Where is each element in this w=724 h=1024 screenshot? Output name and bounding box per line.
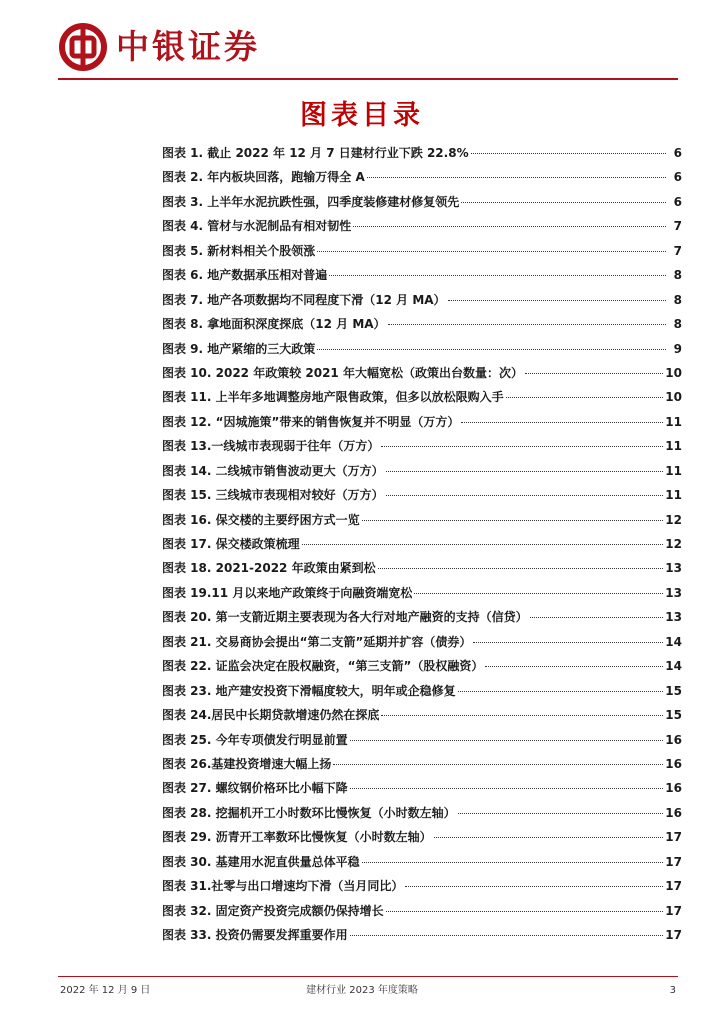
toc-entry-page-number[interactable]: 16: [665, 756, 682, 771]
toc-entry[interactable]: [162, 463, 682, 487]
toc-dot-leader: [367, 177, 666, 178]
toc-entry[interactable]: [162, 560, 682, 584]
toc-entry-page-number[interactable]: 17: [665, 928, 682, 942]
toc-dot-leader: [350, 740, 664, 741]
toc-dot-leader: [333, 764, 663, 765]
footer-report-title: 建材行业 2023 年度策略: [306, 985, 418, 996]
footer-date: 2022 年 12 月 9 日: [60, 985, 151, 996]
toc-entry-page-number[interactable]: 11: [665, 488, 682, 503]
toc-dot-leader: [461, 422, 663, 423]
toc-entry-page-number[interactable]: 14: [665, 659, 682, 674]
toc-entry[interactable]: [162, 194, 682, 218]
toc-entry[interactable]: [162, 512, 682, 536]
toc-entry[interactable]: [162, 316, 682, 340]
toc-dot-leader: [302, 544, 664, 545]
toc-entry-page-number[interactable]: 12: [665, 512, 682, 527]
toc-entry[interactable]: [162, 292, 682, 316]
toc-entry-label[interactable]: 图表 31.社零与出口增速均下滑（当月同比）: [162, 879, 404, 894]
toc-dot-leader: [461, 202, 666, 203]
toc-entry-page-number[interactable]: 13: [665, 585, 682, 600]
toc-entry-page-number[interactable]: 13: [665, 610, 682, 625]
toc-entry-page-number[interactable]: 7: [673, 243, 682, 258]
toc-entry[interactable]: [162, 585, 682, 609]
toc-entry-label[interactable]: 图表 26.基建投资增速大幅上扬: [162, 756, 332, 771]
toc-entry[interactable]: [162, 927, 682, 951]
header-divider: [58, 78, 678, 80]
toc-dot-leader: [458, 691, 664, 692]
toc-dot-leader: [506, 397, 664, 398]
toc-entry-label[interactable]: 图表 16. 保交楼的主要纾困方式一览: [162, 512, 360, 527]
toc-entry-label[interactable]: 图表 27. 螺纹钢价格环比小幅下降: [162, 781, 348, 796]
toc-entry-label[interactable]: 图表 2. 年内板块回落，跑输万得全 A: [162, 170, 365, 185]
footer-divider: [58, 976, 678, 977]
toc-entry-page-number[interactable]: 17: [665, 854, 682, 869]
toc-entry[interactable]: [162, 634, 682, 658]
toc-entry-label[interactable]: 图表 9. 地产紧缩的三大政策: [162, 341, 316, 356]
toc-entry-label[interactable]: 图表 22. 证监会决定在股权融资，“第三支箭”（股权融资）: [162, 659, 484, 674]
toc-entry-page-number[interactable]: 16: [665, 805, 682, 820]
bank-of-china-logo-icon: [58, 22, 108, 72]
toc-dot-leader: [329, 275, 666, 276]
toc-dot-leader: [381, 446, 663, 447]
toc-entry-page-number[interactable]: 9: [673, 341, 682, 356]
toc-entry[interactable]: [162, 756, 682, 780]
toc-entry[interactable]: [162, 169, 682, 193]
toc-entry-label[interactable]: 图表 24.居民中长期贷款增速仍然在探底: [162, 708, 380, 723]
toc-dot-leader: [388, 324, 666, 325]
page-header: [58, 22, 678, 74]
toc-entry-label[interactable]: 图表 8. 拿地面积深度探底（12 月 MA）: [162, 317, 386, 332]
toc-entry-label[interactable]: 图表 29. 沥青开工率数环比慢恢复（小时数左轴）: [162, 830, 432, 845]
toc-entry-page-number[interactable]: 6: [673, 194, 682, 209]
toc-entry-label[interactable]: 图表 20. 第一支箭近期主要表现为各大行对地产融资的支持（信贷）: [162, 610, 528, 625]
toc-dot-leader: [381, 715, 663, 716]
toc-entry-label[interactable]: 图表 30. 基建用水泥直供量总体平稳: [162, 854, 360, 869]
toc-entry[interactable]: [162, 854, 682, 878]
toc-entry-page-number[interactable]: 15: [665, 708, 682, 723]
toc-entry-page-number[interactable]: 11: [665, 414, 682, 429]
toc-entry-label[interactable]: 图表 28. 挖掘机开工小时数环比慢恢复（小时数左轴）: [162, 805, 456, 820]
toc-entry[interactable]: [162, 267, 682, 291]
toc-entry[interactable]: [162, 414, 682, 438]
toc-entry-label[interactable]: 图表 13.一线城市表现弱于往年（万方）: [162, 439, 380, 454]
toc-entry-label[interactable]: 图表 32. 固定资产投资完成额仍保持增长: [162, 903, 384, 918]
toc-entry-label[interactable]: 图表 33. 投资仍需要发挥重要作用: [162, 928, 348, 942]
toc-entry-page-number[interactable]: 8: [673, 317, 682, 332]
toc-entry-label[interactable]: 图表 1. 截止 2022 年 12 月 7 日建材行业下跌 22.8%: [162, 146, 469, 160]
toc-entry[interactable]: [162, 878, 682, 902]
toc-dot-leader: [353, 226, 666, 227]
toc-entry-label[interactable]: 图表 10. 2022 年政策较 2021 年大幅宽松（政策出台数量：次）: [162, 365, 523, 380]
toc-entry-label[interactable]: 图表 12. “因城施策”带来的销售恢复并不明显（万方）: [162, 414, 460, 429]
toc-entry[interactable]: [162, 487, 682, 511]
toc-entry[interactable]: [162, 145, 682, 169]
toc-entry-label[interactable]: 图表 3. 上半年水泥抗跌性强，四季度装修建材修复领先: [162, 194, 460, 209]
toc-dot-leader: [485, 666, 663, 667]
toc-entry[interactable]: [162, 218, 682, 242]
toc-entry-page-number[interactable]: 11: [665, 463, 682, 478]
toc-dot-leader: [317, 349, 666, 350]
toc-dot-leader: [471, 153, 666, 154]
toc-entry[interactable]: [162, 732, 682, 756]
toc-entry-page-number[interactable]: 17: [665, 830, 682, 845]
toc-entry-label[interactable]: 图表 25. 今年专项债发行明显前置: [162, 732, 348, 747]
toc-dot-leader: [386, 911, 664, 912]
toc-entry-label[interactable]: 图表 14. 二线城市销售波动更大（万方）: [162, 463, 384, 478]
toc-entry[interactable]: [162, 243, 682, 267]
toc-dot-leader: [525, 373, 663, 374]
toc-entry-page-number[interactable]: 6: [673, 146, 682, 160]
footer-page-number: 3: [669, 985, 676, 996]
toc-entry-label[interactable]: 图表 21. 交易商协会提出“第二支箭”延期并扩容（债券）: [162, 634, 472, 649]
toc-entry-page-number[interactable]: 14: [665, 634, 682, 649]
toc-entry-page-number[interactable]: 16: [665, 781, 682, 796]
toc-entry-label[interactable]: 图表 18. 2021-2022 年政策由紧到松: [162, 561, 376, 576]
toc-entry-page-number[interactable]: 7: [673, 219, 682, 234]
toc-entry-page-number[interactable]: 8: [673, 268, 682, 283]
toc-dot-leader: [386, 471, 664, 472]
toc-dot-leader: [386, 495, 664, 496]
toc-dot-leader: [414, 593, 663, 594]
toc-entry[interactable]: [162, 658, 682, 682]
toc-entry-label[interactable]: 图表 23. 地产建安投资下滑幅度较大，明年或企稳修复: [162, 683, 456, 698]
toc-entry-page-number[interactable]: 17: [665, 879, 682, 894]
toc-entry[interactable]: [162, 707, 682, 731]
toc-dot-leader: [458, 813, 664, 814]
toc-entry[interactable]: [162, 805, 682, 829]
toc-entry[interactable]: [162, 438, 682, 462]
toc-dot-leader: [362, 862, 664, 863]
toc-dot-leader: [317, 251, 666, 252]
logo-text: 中银证券: [116, 27, 260, 66]
toc-dot-leader: [350, 935, 664, 936]
toc-entry[interactable]: [162, 365, 682, 389]
toc-entry[interactable]: [162, 536, 682, 560]
toc-entry-label[interactable]: 图表 5. 新材料相关个股领涨: [162, 243, 316, 258]
toc-entry-label[interactable]: 图表 19.11 月以来地产政策终于向融资端宽松: [162, 585, 413, 600]
toc-entry-page-number[interactable]: 8: [673, 292, 682, 307]
toc-entry-page-number[interactable]: 6: [673, 170, 682, 185]
toc-dot-leader: [434, 837, 664, 838]
toc-entry-page-number[interactable]: 10: [665, 390, 682, 405]
toc-entry[interactable]: [162, 780, 682, 804]
toc-dot-leader: [350, 788, 664, 789]
toc-entry[interactable]: [162, 829, 682, 853]
toc-entry-label[interactable]: 图表 15. 三线城市表现相对较好（万方）: [162, 488, 384, 503]
toc-entry[interactable]: [162, 609, 682, 633]
toc-entry-label[interactable]: 图表 4. 管材与水泥制品有相对韧性: [162, 219, 352, 234]
toc-entry-page-number[interactable]: 17: [665, 903, 682, 918]
toc-entry[interactable]: [162, 903, 682, 927]
toc-dot-leader: [378, 568, 664, 569]
toc-dot-leader: [362, 520, 664, 521]
toc-entry-page-number[interactable]: 16: [665, 732, 682, 747]
toc-entry-page-number[interactable]: 10: [665, 365, 682, 380]
toc-entry-label[interactable]: 图表 11. 上半年多地调整房地产限售政策，但多以放松限购入手: [162, 390, 504, 405]
toc-entry-page-number[interactable]: 15: [665, 683, 682, 698]
toc-dot-leader: [473, 642, 663, 643]
toc-dot-leader: [405, 886, 663, 887]
toc-entry-page-number[interactable]: 12: [665, 537, 682, 551]
toc-entry[interactable]: [162, 341, 682, 365]
toc-entry[interactable]: [162, 683, 682, 707]
toc-entry-label[interactable]: 图表 7. 地产各项数据均不同程度下滑（12 月 MA）: [162, 292, 446, 307]
toc-dot-leader: [448, 300, 666, 301]
table-of-figures: [162, 145, 682, 951]
toc-entry-page-number[interactable]: 11: [665, 439, 682, 454]
toc-dot-leader: [530, 617, 664, 618]
page-title: 图表目录: [300, 100, 424, 131]
toc-entry-page-number[interactable]: 13: [665, 561, 682, 576]
toc-entry-label[interactable]: 图表 6. 地产数据承压相对普遍: [162, 268, 328, 283]
toc-entry[interactable]: [162, 389, 682, 413]
toc-entry-label[interactable]: 图表 17. 保交楼政策梳理: [162, 537, 300, 551]
